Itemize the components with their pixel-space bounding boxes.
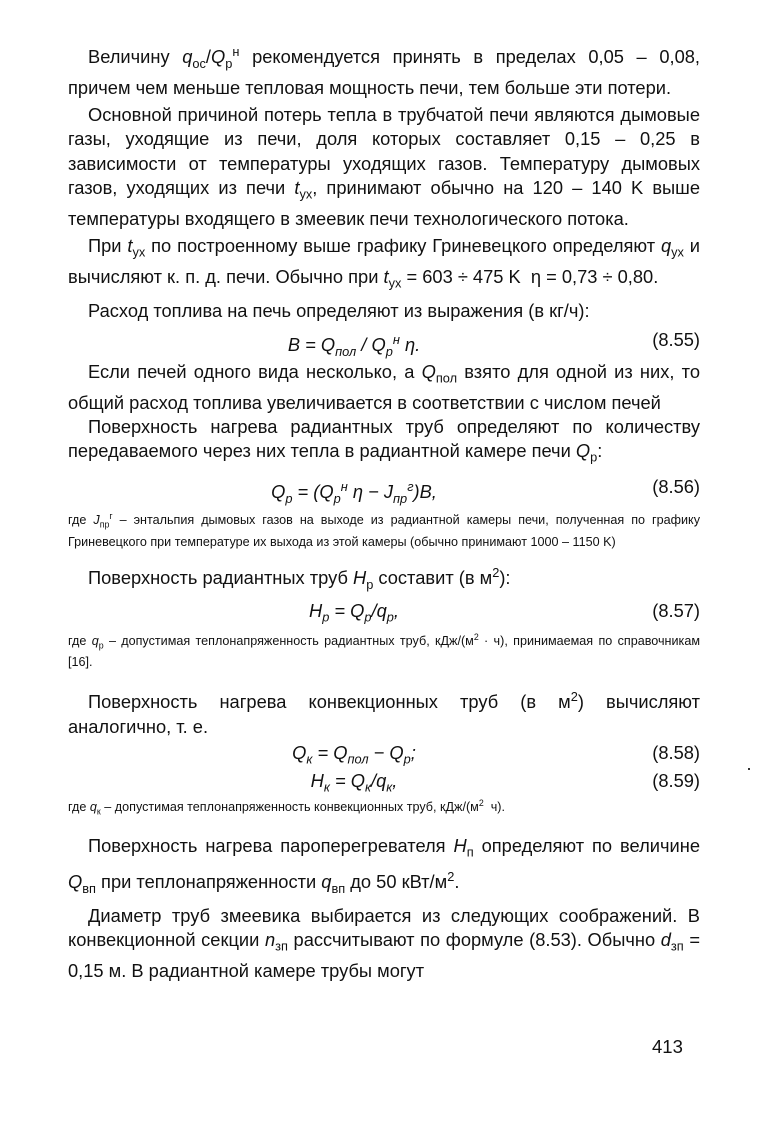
- paragraph-convection-surface: Поверхность нагрева конвекционных труб (в $м^2$) вычисляют аналогично, т. е.: [68, 689, 700, 737]
- paragraph-superheater: Поверхность нагрева пароперегревателя $H_п$ определяют по величине $Q_{вп}$ при теплонапряженности $q_{вп}$ до 50 кВт/$м^2$.: [68, 835, 700, 897]
- paragraph-qoc-ratio: Величину $q_{ос}/Q_р^н$ рекомендуется принять в пределах 0,05 – 0,08, причем чем меньше тепловая мощность печи, тем больше эти потери.: [68, 44, 700, 98]
- page-number: 413: [652, 1036, 683, 1057]
- equation-number: (8.57): [652, 599, 700, 621]
- page-content: [68, 40, 700, 984]
- equation-formula: $B = Q_{пол} / Q_р^н$ η.: [287, 331, 421, 359]
- paragraph-fuel-consumption: Расход топлива на печь определяют из выражения (в кг/ч):: [88, 299, 590, 321]
- equation-formula: $H_к = Q_к/q_к$,: [310, 769, 398, 795]
- paragraph-flue-gas-losses: Основной причиной потерь тепла в трубчатой печи являются дымовые газы, уходящие из печи, доля которых составляет 0,15 – 0,25 в зависимости от температуры уходящих газов. Температуру дымовых газов, уходящих из печи $t_{ух}$, принимают обычно на 120 – 140 K выше температуры входящего в змеевик печи технологического потока.: [68, 104, 700, 229]
- equation-number: (8.55): [652, 328, 700, 350]
- note-enthalpy: где $J_{пр}^г$ – энтальпия дымовых газов на выходе из радиантной камеры печи, полученная по графику Гриневецкого при температуре их выхода из этой камеры (обычно принимают 1000 – 1150 K): [68, 510, 700, 549]
- equation-formula: $Q_р = (Q_р^н$ $\eta - J_{пр}^г)B$,: [271, 478, 437, 506]
- paragraph-radiant-surface: Поверхность нагрева радиантных труб определяют по количеству передаваемого через них тепла в радиантной камере печи $Q_р$:: [68, 415, 700, 465]
- note-convection-heat-flux: где $q_к$ – допустимая теплонапряженность конвекционных труб, кДж/($м^2$ ч).: [68, 797, 505, 817]
- equation-8-55: [68, 323, 700, 357]
- equation-number: (8.59): [652, 769, 700, 791]
- equation-8-59: [68, 767, 700, 795]
- equation-8-57: [68, 597, 700, 625]
- equation-8-56: [68, 470, 700, 504]
- paragraph-tube-diameter: Диаметр труб змеевика выбирается из следующих соображений. В конвекционной секции $n_{зп}$ рассчитывают по формуле (8.53). Обычно $d_{зп} = 0,15$ м. В радиантной камере трубы могут: [68, 905, 701, 982]
- speck: [748, 768, 750, 770]
- paragraph-multiple-furnaces: Если печей одного вида несколько, а $Q_{пол}$ взято для одной из них, то общий расход топлива увеличивается в соответствии с числом печей: [68, 360, 700, 413]
- paragraph-efficiency: При $t_{ух}$ по построенному выше графику Гриневецкого определяют $q_{ух}$ и вычисляют к. п. д. печи. Обычно при $t_{ух} = 603 \div 475$ K η = 0,73 ÷ 0,80.: [68, 234, 700, 291]
- equation-formula: $H_р = Q_р/q_р$,: [308, 599, 399, 625]
- equation-number: (8.58): [652, 741, 700, 763]
- paragraph-radiant-area: Поверхность радиантных труб $H_р$ составит (в $м^2$):: [88, 564, 511, 592]
- equation-formula: $Q_к = Q_{пол} - Q_р$;: [292, 741, 416, 767]
- equation-number: (8.56): [652, 475, 700, 497]
- note-radiant-heat-flux: где $q_р$ – допустимая теплонапряженность радиантных труб, кДж/$(м^2 \cdot ч)$, принимаемая по справочникам [16].: [68, 631, 700, 670]
- equation-8-58: [68, 739, 700, 767]
